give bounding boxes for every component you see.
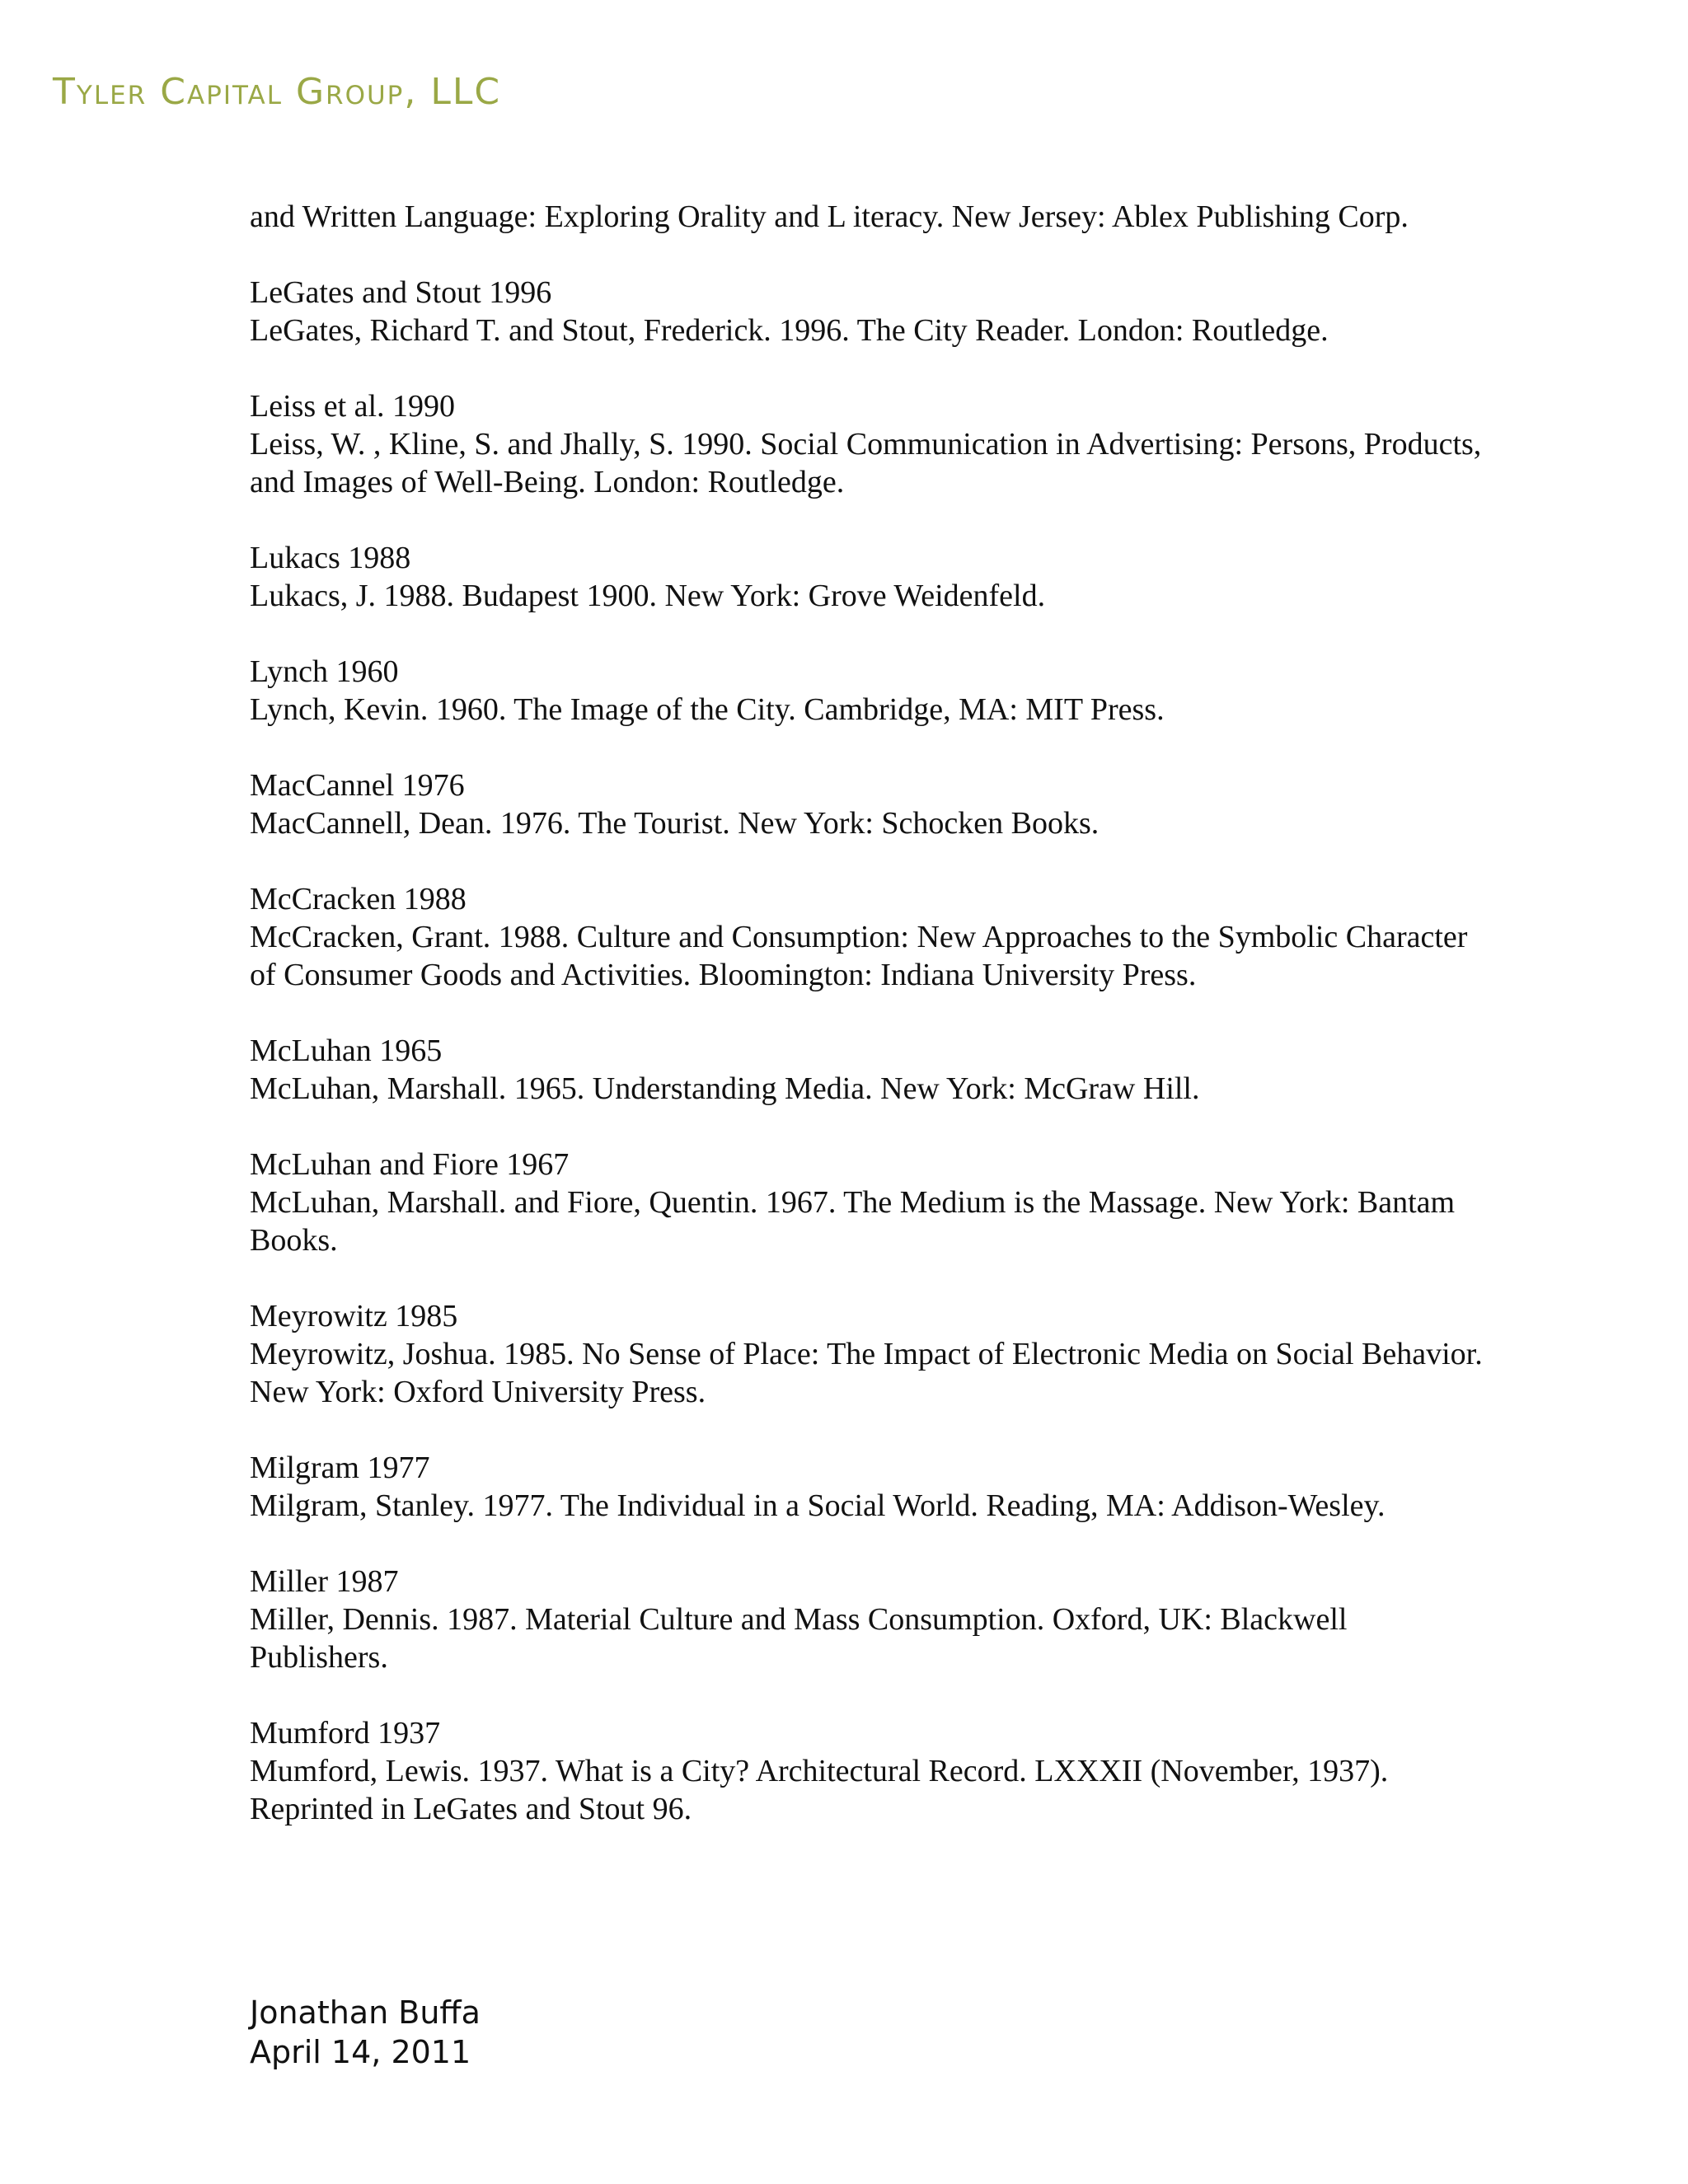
reference-key: Meyrowitz 1985 xyxy=(250,1299,458,1333)
signature-name: Jonathan Buffa xyxy=(250,1994,481,2031)
reference-entry xyxy=(250,1714,1486,1828)
reference-entry xyxy=(250,387,1486,501)
reference-key: McCracken 1988 xyxy=(250,882,467,916)
reference-citation: McLuhan, Marshall. and Fiore, Quentin. 1967. The Medium is the Massage. New York: Bantam Books. xyxy=(250,1185,1456,1258)
reference-entry xyxy=(250,539,1486,615)
reference-citation: MacCannell, Dean. 1976. The Tourist. New York: Schocken Books. xyxy=(250,806,1100,841)
reference-entry xyxy=(250,1563,1486,1676)
reference-entry xyxy=(250,274,1486,349)
company-letterhead: Tyler Capital Group, LLC xyxy=(53,71,502,113)
reference-key: Milgram 1977 xyxy=(250,1451,430,1485)
signature-block xyxy=(250,1993,481,2072)
reference-entry xyxy=(250,880,1486,994)
reference-citation: LeGates, Richard T. and Stout, Frederick. 1996. The City Reader. London: Routledge. xyxy=(250,313,1329,348)
reference-key: Mumford 1937 xyxy=(250,1716,441,1750)
reference-key: McLuhan 1965 xyxy=(250,1033,443,1068)
reference-entry xyxy=(250,1449,1486,1525)
reference-citation: Lynch, Kevin. 1960. The Image of the City. Cambridge, MA: MIT Press. xyxy=(250,692,1165,727)
reference-entry xyxy=(250,1146,1486,1259)
reference-key: Lynch 1960 xyxy=(250,654,399,689)
reference-key: LeGates and Stout 1996 xyxy=(250,275,552,310)
reference-key: Leiss et al. 1990 xyxy=(250,389,456,424)
reference-citation: Meyrowitz, Joshua. 1985. No Sense of Place: The Impact of Electronic Media on Social Behavior. New York: Oxford University Press. xyxy=(250,1337,1483,1409)
reference-citation: Lukacs, J. 1988. Budapest 1900. New York: Grove Weidenfeld. xyxy=(250,579,1046,613)
reference-citation: Milgram, Stanley. 1977. The Individual in a Social World. Reading, MA: Addison-Wesley. xyxy=(250,1488,1386,1523)
reference-entry xyxy=(250,1297,1486,1411)
reference-entry xyxy=(250,1032,1486,1108)
reference-entry xyxy=(250,766,1486,842)
reference-key: MacCannel 1976 xyxy=(250,768,465,803)
reference-entry xyxy=(250,653,1486,729)
reference-key: Miller 1987 xyxy=(250,1564,399,1599)
reference-key: Lukacs 1988 xyxy=(250,541,411,575)
signature-date: April 14, 2011 xyxy=(250,2034,471,2070)
continuation-text: and Written Language: Exploring Orality and L iteracy. New Jersey: Ablex Publishing Corp. xyxy=(250,199,1409,234)
reference-citation: Mumford, Lewis. 1937. What is a City? Architectural Record. LXXXII (November, 1937). Reprinted in LeGates and Stout 96. xyxy=(250,1754,1389,1826)
reference-citation: Miller, Dennis. 1987. Material Culture and Mass Consumption. Oxford, UK: Blackwell Publishers. xyxy=(250,1602,1348,1675)
reference-citation: McCracken, Grant. 1988. Culture and Consumption: New Approaches to the Symbolic Character of Consumer Goods and Activities. Bloomington: Indiana University Press. xyxy=(250,920,1468,992)
reference-key: McLuhan and Fiore 1967 xyxy=(250,1147,570,1182)
reference-citation: Leiss, W. , Kline, S. and Jhally, S. 1990. Social Communication in Advertising: Persons, Products, and Images of Well-Being. London: Routledge. xyxy=(250,427,1482,499)
reference-citation: McLuhan, Marshall. 1965. Understanding Media. New York: McGraw Hill. xyxy=(250,1071,1200,1106)
bibliography xyxy=(250,198,1486,1866)
